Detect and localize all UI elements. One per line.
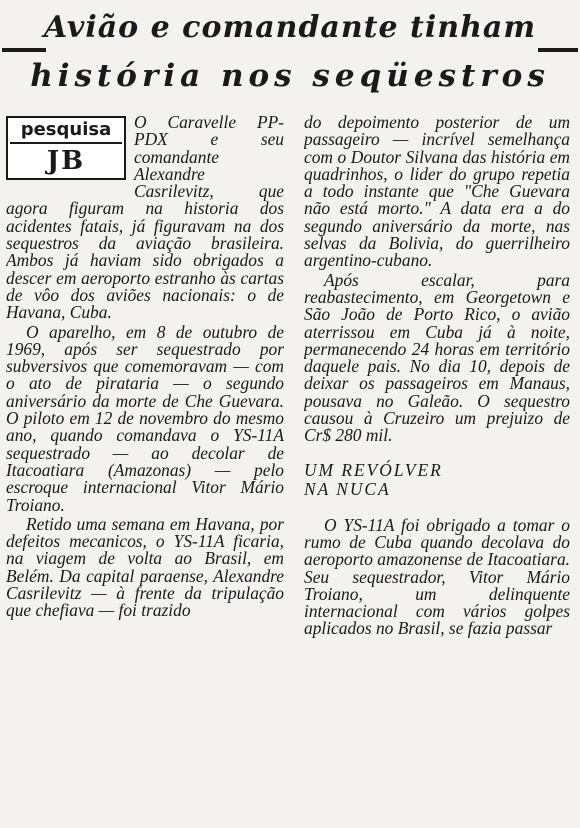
headline-line-1: Avião e comandante tinham: [43, 10, 537, 45]
pesquisa-jb-badge: [6, 116, 126, 180]
section-subhead: [304, 461, 570, 499]
left-column: [6, 114, 284, 828]
headline-line-1-row: [0, 4, 580, 52]
headline: [0, 4, 580, 100]
badge-label: pesquisa: [10, 118, 122, 144]
article-paragraph-4: do depoimento posterior de um passageiro — incrível semelhança com o Doutor Silvana das história em quadrinhos, o lider do grupo repetia a todo instante que "Che Guevara não está morto." A data era a do segundo aniversário da morte, nas selvas da Bolivia, do guerrilheiro argentino-cubano.: [304, 114, 570, 271]
headline-line-2: história nos seqüestros: [30, 58, 550, 94]
jb-logo: JB: [46, 146, 86, 176]
headline-line-2-row: [0, 52, 580, 100]
article-paragraph-2: O aparelho, em 8 de outubro de 1969, após ser sequestrado por subversivos que comemoravam — com o ato de pirataria — o segundo aniversário da morte de Che Guevara. O piloto em 12 de novembro do mesmo ano, quando comandava o YS-11A sequestrado — ao decolar de Itacoatiara (Amazonas) — pelo escroque internacional Vitor Mário Troiano.: [6, 321, 284, 515]
article-paragraph-1: O Caravelle PP-PDX e seu comandante Alexandre Casrilevitz, que agora figuram na historia dos acidentes fatais, já figuravam na dos sequestros da aviação brasileira. Ambos já haviam sido obrigados a descer em aeroporto estranho às cartas de vôo dos aviões nacionais: o de Havana, Cuba.: [6, 114, 284, 323]
subhead-line-1: UM REVÓLVER: [304, 459, 443, 480]
article-paragraph-5: Após escalar, para reabastecimento, em Georgetown e São João de Porto Rico, o avião aterrissou em Cuba já à noite, permanecendo 24 horas em território daquele pais. No dia 10, depois de deixar os passageiros em Manaus, pousava no Galeão. O sequestro causou à Cruzeiro um prejuizo de Cr$ 280 mil.: [304, 269, 570, 446]
article-paragraph-6: O YS-11A foi obrigado a tomar o rumo de Cuba quando decolava do aeroporto amazonense de Itacoatiara. Seu sequestrador, Vitor Mário Troiano, um delinquente internacional com vários golpes aplicados no Brasil, se fazia passar: [304, 514, 570, 639]
subhead-line-2: NA NUCA: [304, 478, 391, 499]
right-column: [304, 114, 570, 828]
article-paragraph-3: Retido uma semana em Havana, por defeitos mecanicos, o YS-11A ficaria, na viagem de volta ao Brasil, em Belém. Da capital paraense, Alexandre Casrilevitz — à frente da tripulação que chefiava — foi trazido: [6, 513, 284, 621]
